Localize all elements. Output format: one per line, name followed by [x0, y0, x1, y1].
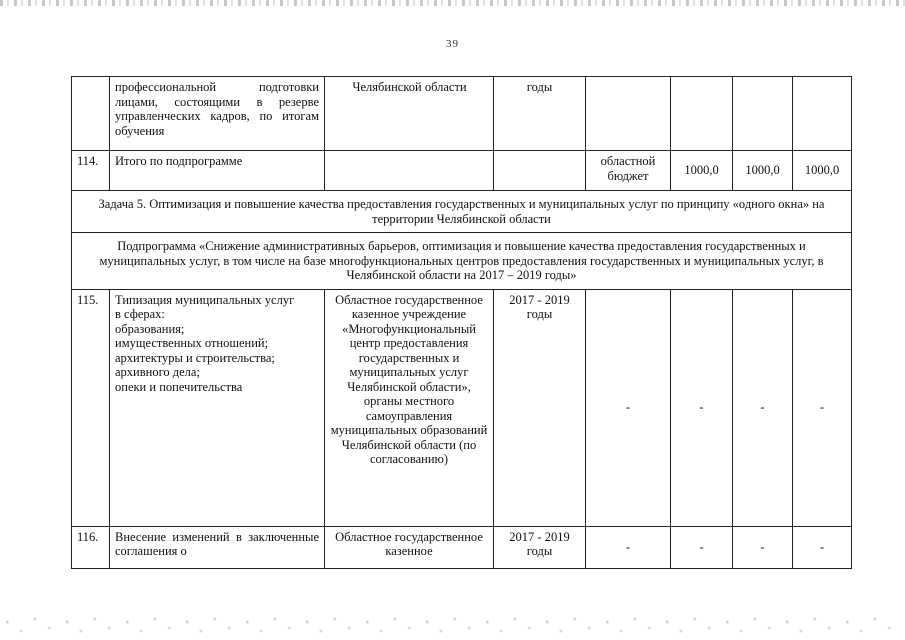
table-row-116: [72, 526, 852, 568]
value-2018: 1000,0: [733, 151, 793, 191]
value-2018: -: [733, 526, 793, 568]
event-line: архивного дела;: [115, 365, 200, 379]
table-row-task-5: [72, 191, 852, 233]
event-name: Итого по подпрограмме: [110, 151, 325, 191]
value-2017: [671, 77, 733, 151]
funding-source: областной бюджет: [586, 151, 671, 191]
page-number: 39: [446, 38, 459, 50]
event-line: в сферах:: [115, 307, 165, 321]
task-heading: Задача 5. Оптимизация и повышение качества предоставления государственных и муниципальных услуг по принципу «одного окна» на территории Челябинской области: [72, 191, 852, 233]
row-number: [72, 77, 110, 151]
event-line: опеки и попечительства: [115, 379, 243, 394]
event-line: имущественных отношений;: [115, 336, 269, 350]
term: [494, 151, 586, 191]
event-name: профессиональной подготовки лицами, состоящими в резерве управленческих кадров, по итогам обучения: [110, 77, 325, 151]
row-number: 114.: [72, 151, 110, 191]
table-row-continued: [72, 77, 852, 151]
table-row-subprogram: [72, 233, 852, 290]
event-line: архитектуры и строительства;: [115, 350, 275, 365]
funding-source: -: [586, 526, 671, 568]
row-number: 115.: [72, 289, 110, 526]
value-2019: 1000,0: [793, 151, 852, 191]
term: годы: [494, 77, 586, 151]
value-2018: [733, 77, 793, 151]
value-2017: -: [671, 289, 733, 526]
term: 2017 - 2019 годы: [494, 526, 586, 568]
funding-source: [586, 77, 671, 151]
executor: Областное государственное казенное: [325, 526, 494, 568]
value-2017: -: [671, 526, 733, 568]
event-name: Внесение изменений в заключенные соглашения о: [110, 526, 325, 568]
program-table: [71, 76, 852, 569]
executor: Областное государственное казенное учреждение «Многофункциональный центр предоставления государственных и муниципальных услуг Челябинской области», органы местного самоуправления муниципальных образований Челябинской области (по согласованию): [325, 289, 494, 526]
scan-noise-bottom: [0, 610, 905, 640]
funding-source: -: [586, 289, 671, 526]
term: 2017 - 2019 годы: [494, 289, 586, 526]
value-2019: -: [793, 526, 852, 568]
value-2019: -: [793, 289, 852, 526]
table-row-115: [72, 289, 852, 526]
value-2018: -: [733, 289, 793, 526]
value-2019: [793, 77, 852, 151]
event-line: образования;: [115, 321, 185, 336]
subprogram-heading: Подпрограмма «Снижение административных барьеров, оптимизация и повышение качества предоставления государственных и муниципальных услуг, в том числе на базе многофункциональных центров предоставления государственных и муниципальных услуг, в Челябинской области на 2017 – 2019 годы»: [72, 233, 852, 290]
executor: [325, 151, 494, 191]
executor: Челябинской области: [325, 77, 494, 151]
event-line: Типизация муниципальных услуг: [115, 292, 295, 307]
scan-noise-top: [0, 0, 905, 6]
row-number: 116.: [72, 526, 110, 568]
event-name: [110, 289, 325, 526]
value-2017: 1000,0: [671, 151, 733, 191]
table-row-114: [72, 151, 852, 191]
